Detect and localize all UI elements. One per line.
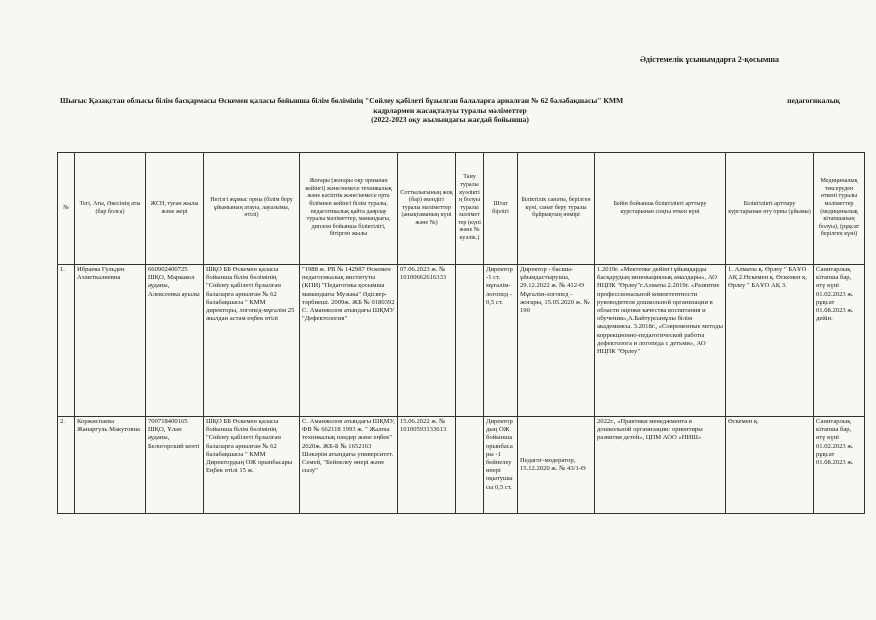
header-cell: Біліктілік санаты, берілген күні, санат беру туралы бұйрықтың нөмірі: [518, 153, 595, 265]
table-row: [58, 265, 865, 417]
header-cell: №: [58, 153, 75, 265]
cell-course-place: 1. Алматы қ. Өрлеу " БАҰО АҚ 2.Өскемен қ. Өскемен қ. Өрлеу " БАҰО АҚ 3.: [726, 265, 814, 417]
header-cell: Тану туралы куәлікті ң болуы туралы мәліметтер (күні және № куәлік.): [456, 153, 484, 265]
cell-education: "1988 ж. РВ № 142987 Өскемен педагогикалық институты (КПИ) "Педагогика қосымша мамандығы Музыка" Әдіскер-тәрбиеші. 2009ж. ЖБ № 0180392 С. Аманжолов атындағы ШҚМУ "Дефектология": [300, 265, 398, 417]
header-cell: ЖСН, туған жылы және жері: [146, 153, 204, 265]
header-cell: Соттылығының жоқ (бар) екендігі туралы мәліметтер (анықтаманың күні және №): [398, 153, 456, 265]
cell-certificate: [456, 265, 484, 417]
header-cell: Тегі, Аты, Әкесінің аты (бар болса): [75, 153, 146, 265]
cell-iin: 660902400725 ШҚО, Маркакол ауданы, Алексеевка ауылы: [146, 265, 204, 417]
title-line-3: (2022-2023 оқу жылындағы жағдай бойынша): [371, 115, 529, 125]
header-cell: Негізгі жұмыс орны (білім беру ұйымының атауы, лауазымы, өтілі): [204, 153, 300, 265]
cell-education: С. Аманжолов атындағы ШҚМУ, ФВ № 662118 1993 ж. " Жалпы техникалық пәндер және еңбек" 2020ж. ЖБ-Б № 1652163 Шәкәрім атындағы университет. Семей, "Бейнелеу өнері және сызу": [300, 417, 398, 514]
header-cell: Біліктілікті арттыру курстарынан өту орны (ұйымы): [726, 153, 814, 265]
cell-iin: 700718400165 ШҚО, Ұлан ауданы, Белогорский кенті: [146, 417, 204, 514]
cell-name: Ибраева Гульден Ахметкалиевна: [75, 265, 146, 417]
cell-work: ШҚО ББ Өскемен қаласы бойынша білім бөлімінің "Сөйлеу қабілеті бұзылған балаларға арналған № 62 балабақшасы " КММ директоры, логопед-мұғалім 25 жылдан астам еңбек өтілі: [204, 265, 300, 417]
title-line-1: [60, 96, 840, 106]
document-title: [60, 96, 840, 125]
cell-courses: 2022г., «Практики менеджмента в дошкольной организации: ориентиры развития детей», ЦПМ АОО «НИШ»: [595, 417, 726, 514]
cell-criminal-record: 15.06.2022 ж. № 10100593133613: [398, 417, 456, 514]
header-cell: Медициналық тексеруден өткені туралы мәліметтер (медициналық кітапшаның болуы), (рұқсат берілген күні): [814, 153, 865, 265]
cell-course-place: Өскемен қ.: [726, 417, 814, 514]
header-cell: Бейін бойынша біліктілікті арттыру курстарынан соңғы өткен күні: [595, 153, 726, 265]
annex-label: Әдістемелік ұсынымдарға 2-қосымша: [640, 55, 780, 64]
cell-number: 1.: [58, 265, 75, 417]
cell-criminal-record: 07.06.2023 ж. № 10100662616333: [398, 265, 456, 417]
title-line-1-right: педагогикалық: [787, 96, 840, 105]
cell-number: 2.: [58, 417, 75, 514]
header-cell: Жоғары (жоғары оқу орнынан кейінгі) және/немесе техникалық және кәсіптік және/немесе орта білімнен кейінгі білім туралы, педагогикалық қайта даярлау туралы мәліметтер, мамандығы, диплом бойынша біліктілігі, бітірген жылы: [300, 153, 398, 265]
cell-courses: 1.2019г. «Мектепке дейінгі ұйымдарды басқарудың инновациялық амалдары», АО НЦПК "Өрлеу"г.Алматы 2.2019г. «Развитие профессиональной компетентности руководителя дошкольной организации в области оценки качества воспитания и обучения»,А.Байтурсынұлы білім академиясы. 3.2018г., «Современные методы коррекционно-педагогической работы дефектолога и логопеда с детьми», АО НЦПК "Өрлеу": [595, 265, 726, 417]
cell-certificate: [456, 417, 484, 514]
cell-medical: Санитарлық кітапша бар, өтү күні 01.02.2023 ж. рұқсат 01.08.2023 ж.: [814, 417, 865, 514]
cell-work: ШҚО ББ Өскемен қаласы бойынша білім бөлімінің "Сөйлеу қабілеті бұзылған балаларға арналған № 62 балабақшасы " КММ Директордың ОЖ орынбасары Еңбек өтілі 15 ж.: [204, 417, 300, 514]
table-row: [58, 417, 865, 514]
title-line-2: кадрлармен жасақталуы туралы мәліметтер: [373, 105, 527, 115]
cell-name: Коржиспаева Жанаргуль Макутовна: [75, 417, 146, 514]
cell-staff-unit: Директор -1 ст. мұғалім-логопед - 0,5 ст.: [484, 265, 518, 417]
cell-category: Педагог-модератор, 15.12.2020 ж. № 43/1-Ө: [518, 417, 595, 514]
table-header-row: [58, 153, 865, 265]
cell-medical: Санитарлық кітапша бар, өтү күні 01.02.2023 ж. рұқсат 01.08.2023 ж. дейін.: [814, 265, 865, 417]
staff-table: [57, 152, 865, 514]
header-cell: Штат бірлігі: [484, 153, 518, 265]
cell-category: Директор - басшы-ұйымдастырушы, 29.12.2022 ж. № 412-Ө Мұғалім-логопед - жоғары, 15.05.2020 ж. № 190: [518, 265, 595, 417]
cell-staff-unit: Директордың ОЖ бойынша орынбасары -1 бейнелеу өнері оқытушысы 0,5 ст.: [484, 417, 518, 514]
title-line-1-left: Шығыс Қазақстан облысы білім басқармасы Өскемен қаласы бойынша білім бөлімінің "Сөйлеу қабілеті бұзылған балаларға арналған № 62 балабақшасы" КММ: [60, 96, 624, 105]
